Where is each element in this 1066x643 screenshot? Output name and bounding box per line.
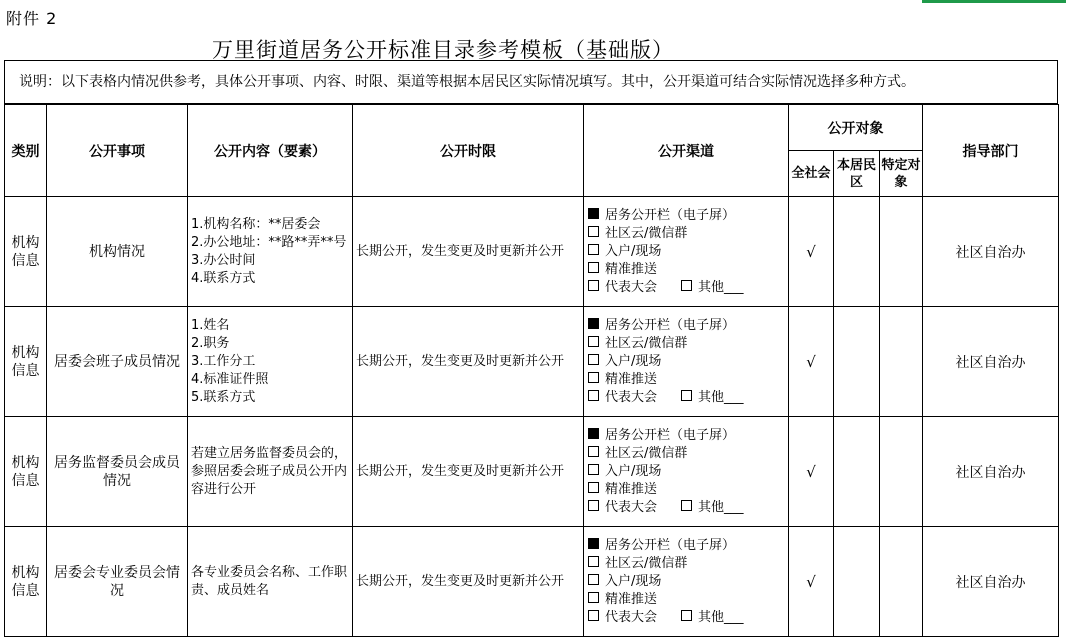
row-content (188, 527, 353, 637)
audience-resident-mark (834, 417, 880, 527)
table-row (5, 417, 1059, 527)
channel-label: 其他___ (698, 499, 744, 515)
channel-label: 入户/现场 (605, 463, 662, 479)
header-audience-all: 全社会 (789, 151, 834, 197)
checkbox-icon[interactable] (588, 556, 599, 567)
checkbox-icon[interactable] (588, 390, 599, 401)
checkbox-icon[interactable] (588, 610, 599, 621)
content-line: 2.办公地址：**路**弄**号 (191, 234, 347, 250)
checkbox-icon[interactable] (588, 592, 599, 603)
header-audience-specific: 特定对象 (880, 151, 923, 197)
row-item: 居务监督委员会成员情况 (47, 417, 188, 527)
channel-label: 代表大会 (605, 389, 658, 405)
row-item: 居委会班子成员情况 (47, 307, 188, 417)
row-dept: 社区自治办 (923, 197, 1059, 307)
row-category: 机构信息 (5, 417, 47, 527)
row-timing: 长期公开，发生变更及时更新并公开 (353, 307, 584, 417)
checkbox-icon[interactable] (588, 244, 599, 255)
content-line: 4.标准证件照 (191, 371, 269, 387)
checkbox-icon[interactable] (681, 390, 692, 401)
checkbox-checked-icon[interactable] (588, 428, 599, 439)
channel-label: 居务公开栏（电子屏） (605, 427, 736, 443)
header-item: 公开事项 (47, 105, 188, 197)
row-timing: 长期公开，发生变更及时更新并公开 (353, 417, 584, 527)
row-category: 机构信息 (5, 307, 47, 417)
checkbox-icon[interactable] (681, 500, 692, 511)
channel-label: 居务公开栏（电子屏） (605, 317, 736, 333)
checkbox-icon[interactable] (681, 280, 692, 291)
audience-all-mark: √ (789, 527, 834, 637)
row-channels (584, 417, 789, 527)
row-category: 机构信息 (5, 197, 47, 307)
content-line: 若建立居务监督委员会的，参照居委会班子成员公开内容进行公开 (191, 445, 348, 497)
row-category: 机构信息 (5, 527, 47, 637)
channel-label: 社区云/微信群 (605, 555, 688, 571)
checkbox-checked-icon[interactable] (588, 538, 599, 549)
content-line: 4.联系方式 (191, 270, 256, 286)
table-row (5, 527, 1059, 637)
row-channels (584, 197, 789, 307)
checkbox-checked-icon[interactable] (588, 318, 599, 329)
audience-all-mark: √ (789, 417, 834, 527)
channel-label: 精准推送 (605, 591, 658, 607)
audience-all-mark: √ (789, 307, 834, 417)
checkbox-icon[interactable] (588, 482, 599, 493)
content-line: 5.联系方式 (191, 389, 256, 405)
content-line: 1.姓名 (191, 317, 230, 333)
channel-label: 代表大会 (605, 499, 658, 515)
audience-resident-mark (834, 527, 880, 637)
audience-resident-mark (834, 197, 880, 307)
table-row (5, 197, 1059, 307)
table-row (5, 307, 1059, 417)
row-content (188, 307, 353, 417)
header-category: 类别 (5, 105, 47, 197)
checkbox-checked-icon[interactable] (588, 208, 599, 219)
header-content: 公开内容（要素） (188, 105, 353, 197)
checkbox-icon[interactable] (588, 500, 599, 511)
channel-label: 其他___ (698, 279, 744, 295)
content-line: 3.办公时间 (191, 252, 256, 268)
row-channels (584, 307, 789, 417)
header-timing: 公开时限 (353, 105, 584, 197)
top-accent-bar (922, 0, 1066, 3)
channel-label: 居务公开栏（电子屏） (605, 537, 736, 553)
channel-label: 代表大会 (605, 609, 658, 625)
checkbox-icon[interactable] (588, 226, 599, 237)
row-content (188, 417, 353, 527)
audience-specific-mark (880, 527, 923, 637)
checkbox-icon[interactable] (588, 280, 599, 291)
header-dept: 指导部门 (923, 105, 1059, 197)
channel-label: 入户/现场 (605, 353, 662, 369)
content-line: 1.机构名称：**居委会 (191, 216, 321, 232)
checkbox-icon[interactable] (588, 262, 599, 273)
channel-label: 精准推送 (605, 371, 658, 387)
channel-label: 入户/现场 (605, 243, 662, 259)
channel-label: 社区云/微信群 (605, 445, 688, 461)
row-content (188, 197, 353, 307)
note-text: 说明：以下表格内情况供参考，具体公开事项、内容、时限、渠道等根据本居民区实际情况填写。其中，公开渠道可结合实际情况选择多种方式。 (4, 60, 1058, 104)
row-item: 机构情况 (47, 197, 188, 307)
checkbox-icon[interactable] (588, 372, 599, 383)
checkbox-icon[interactable] (588, 354, 599, 365)
checkbox-icon[interactable] (588, 464, 599, 475)
content-line: 各专业委员会名称、工作职责、成员姓名 (191, 564, 348, 598)
row-timing: 长期公开，发生变更及时更新并公开 (353, 197, 584, 307)
page-title: 万里街道居务公开标准目录参考模板（基础版） (212, 38, 674, 62)
audience-specific-mark (880, 197, 923, 307)
row-dept: 社区自治办 (923, 307, 1059, 417)
channel-label: 其他___ (698, 389, 744, 405)
row-dept: 社区自治办 (923, 527, 1059, 637)
content-line: 3.工作分工 (191, 353, 256, 369)
channel-label: 其他___ (698, 609, 744, 625)
channel-label: 社区云/微信群 (605, 335, 688, 351)
audience-all-mark: √ (789, 197, 834, 307)
checkbox-icon[interactable] (588, 446, 599, 457)
channel-label: 精准推送 (605, 481, 658, 497)
channel-label: 精准推送 (605, 261, 658, 277)
row-dept: 社区自治办 (923, 417, 1059, 527)
channel-label: 代表大会 (605, 279, 658, 295)
channel-label: 入户/现场 (605, 573, 662, 589)
audience-specific-mark (880, 417, 923, 527)
header-channel: 公开渠道 (584, 105, 789, 197)
channel-label: 居务公开栏（电子屏） (605, 207, 736, 223)
row-channels (584, 527, 789, 637)
checkbox-icon[interactable] (588, 336, 599, 347)
attachment-label: 附件 2 (6, 9, 58, 28)
checkbox-icon[interactable] (681, 610, 692, 621)
content-line: 2.职务 (191, 335, 230, 351)
header-audience-resident: 本居民区 (834, 151, 880, 197)
header-audience: 公开对象 (789, 105, 923, 151)
channel-label: 社区云/微信群 (605, 225, 688, 241)
row-timing: 长期公开，发生变更及时更新并公开 (353, 527, 584, 637)
checkbox-icon[interactable] (588, 574, 599, 585)
audience-resident-mark (834, 307, 880, 417)
row-item: 居委会专业委员会情况 (47, 527, 188, 637)
catalog-table (4, 104, 1059, 637)
audience-specific-mark (880, 307, 923, 417)
